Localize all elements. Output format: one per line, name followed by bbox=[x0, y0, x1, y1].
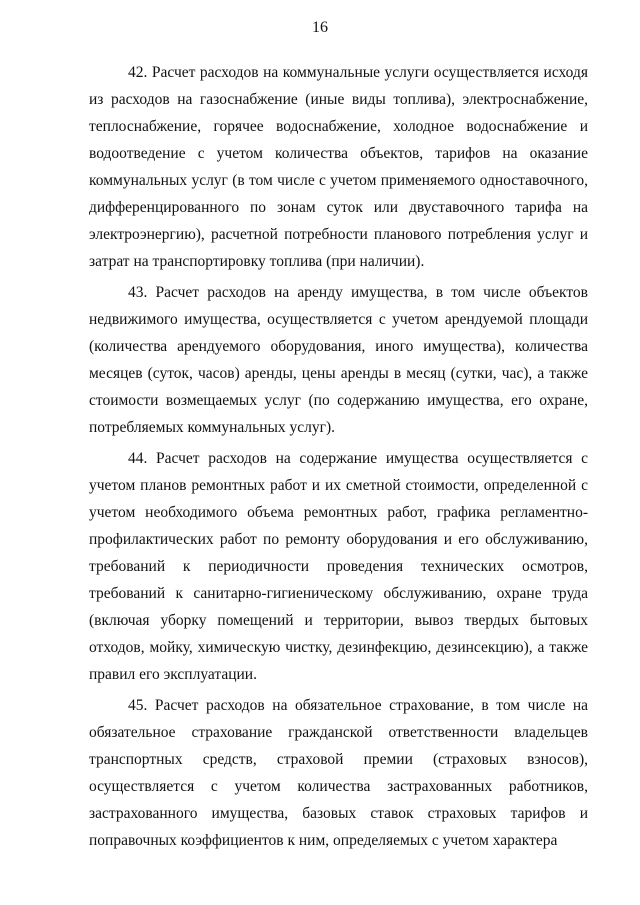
paragraph-45: 45. Расчет расходов на обязательное страхование, в том числе на обязательное страхование гражданской ответственности владельцев транспортных средств, страховой премии (страховых взносов), осуществляется с учетом количества застрахованных работников, застрахованного имущества, базовых ставок страховых тарифов и поправочных коэффициентов к ним, определяемых с учетом характера bbox=[89, 697, 588, 849]
paragraph-43: 43. Расчет расходов на аренду имущества, в том числе объектов недвижимого имущества, осуществляется с учетом арендуемой площади (количества арендуемого оборудования, иного имущества), количества месяцев (суток, часов) аренды, цены аренды в месяц (сутки, час), а также стоимости возмещаемых услуг (по содержанию имущества, его охране, потребляемых коммунальных услуг). bbox=[89, 284, 588, 436]
paragraph-42: 42. Расчет расходов на коммунальные услуги осуществляется исходя из расходов на газоснабжение (иные виды топлива), электроснабжение, теплоснабжение, горячее водоснабжение, холодное водоснабжение и водоотведение с учетом количества объектов, тарифов на оказание коммунальных услуг (в том числе с учетом применяемого одноставочного, дифференцированного по зонам суток или двуставочного тарифа на электроэнергию), расчетной потребности планового потребления услуг и затрат на транспортировку топлива (при наличии). bbox=[89, 64, 588, 270]
paragraph-44: 44. Расчет расходов на содержание имущества осуществляется с учетом планов ремонтных работ и их сметной стоимости, определенной с учетом необходимого объема ремонтных работ, графика регламентно-профилактических работ по ремонту оборудования и его обслуживанию, требований к периодичности проведения технических осмотров, требований к санитарно-гигиеническому обслуживанию, охране труда (включая уборку помещений и территории, вывоз твердых бытовых отходов, мойку, химическую чистку, дезинфекцию, дезинсекцию), а также правил его эксплуатации. bbox=[89, 450, 588, 683]
page-number: 16 bbox=[312, 19, 328, 36]
document-body bbox=[89, 59, 588, 858]
